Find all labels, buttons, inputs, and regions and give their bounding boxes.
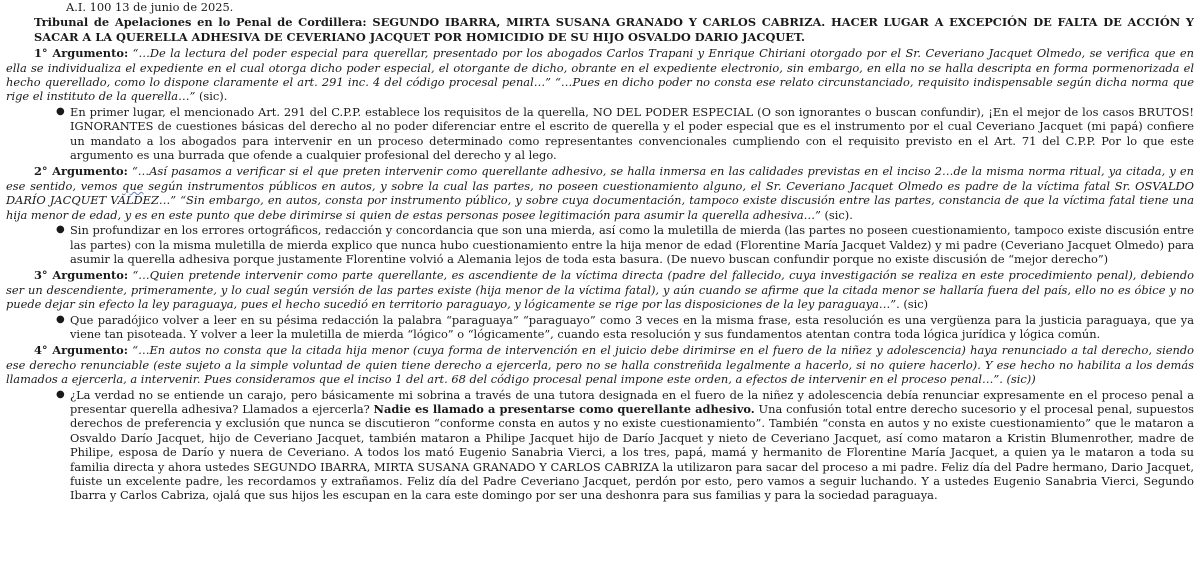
argument-label: 3° Argumento:	[34, 268, 129, 283]
response-4	[6, 388, 1194, 503]
response-3	[6, 313, 1194, 342]
argument-quote: “…De la lectura del poder especial para querellar, presentado por los abogados Carlos Trapani y Enrique Chiriani otorgado por el Sr. Ceveriano Jacquet Olmedo, se verifica que en ella se individualiza el expediente en el cual otorga dicho poder especial, el otorgante de dicho, obrante en el expediente electronio, sin embargo, en ella no se halla descripta en forma pormenorizada el hecho querellado, como lo dispone claramente el art. 291 inc. 4 del código procesal penal…” “…Pues en dicho poder no consta ese relato circunstanciado, requisito indispensable según dicha norma que rige el instituto de la querella…”	[6, 46, 1194, 104]
response-text: Que paradójico volver a leer en su pésima redacción la palabra “paraguaya” “paraguayo” como 3 veces en la misma frase, esta resolución es una vergüenza para la justicia paraguaya, que ya viene tan pisoteada. Y volver a leer la muletilla de mierda “lógico” o “lógicamente”, cuando esta resolución y sus fundamentos atentan contra toda lógica jurídica y lógica común.	[70, 312, 1194, 341]
document-title: Tribunal de Apelaciones en lo Penal de Cordillera: SEGUNDO IBARRA, MIRTA SUSANA GRANADO Y CARLOS CABRIZA. HACER LUGAR A EXCEPCIÓN DE FALTA DE ACCIÓN Y SACAR A LA QUERELLA ADHESIVA DE CEVERIANO JACQUET POR HOMICIDIO DE SU HIJO OSVALDO DARIO JACQUET.	[34, 15, 1194, 44]
response-2	[6, 223, 1194, 266]
dateline: A.I. 100 13 de junio de 2025.	[66, 0, 234, 14]
argument-sic: (sic)	[903, 297, 929, 312]
argument-2	[6, 164, 1194, 222]
response-text: En primer lugar, el mencionado Art. 291 del C.P.P. establece los requisitos de la querella, NO DEL PODER ESPECIAL (O son ignorantes o buscan confundir), ¡En el mejor de los casos BRUTOS! IGNORANTES de cuestiones básicas del derecho al no poder diferenciar entre el escrito de querella y el poder especial que es el instrumento por el cual Ceveriano Jacquet (mi papá) confiere un mandato a los abogados para intervenir en un proceso determinado como representantes convencionales cumpliendo con el requisito previsto en el Art. 71 del C.P.P. Por lo que este argumento es una burrada que ofende a cualquier profesional del derecho y al lego.	[70, 104, 1194, 163]
bullet-icon: ●	[56, 313, 65, 325]
argument-3	[6, 268, 1194, 311]
argument-quote-part-b: según instrumentos públicos en autos, y sobre la cual las partes, no poseen cuestionamiento alguno, el Sr. Ceveriano Jacquet Olmedo es padre de la víctima fatal Sr. OSVALDO DARÍO JACQUET VALDEZ…” “Sin embargo, en autos, consta por instrumento público, y sobre cuya documentación, tampoco existe discusión entre las partes, constancia de que la víctima fatal tiene una hija menor de edad, y es en este punto que debe dirimirse si quien de estas personas posee legitimación para asumir la querella adhesiva…”	[6, 178, 1195, 222]
argument-label: 1° Argumento:	[34, 46, 129, 61]
response-bold-statement: Nadie es llamado a presentarse como querellante adhesivo.	[373, 401, 755, 416]
argument-label: 4° Argumento:	[34, 343, 128, 358]
argument-quote-underlined-word: que	[122, 178, 144, 193]
bullet-icon: ●	[56, 224, 65, 236]
argument-quote: “…Quien pretende intervenir como parte querellante, es ascendiente de la víctima directa (padre del fallecido, cuya investigación se realiza en este procedimiento penal), debiendo ser un descendiente, primeramente, y lo cual según versión de las partes existe (hija menor de la víctima fatal), y aún cuando se afirme que la citada menor se hallaría fuera del país, ello no es óbice y no puede dejar sin efecto la ley paraguaya, pues el hecho sucedió en territorio paraguayo, y lógicamente se rige por las disposiciones de la ley paraguaya…”.	[6, 268, 1194, 312]
bullet-icon: ●	[56, 105, 65, 117]
argument-1	[6, 46, 1194, 104]
response-text-part-a: ¿La verdad no se entiende un carajo, pero básicamente mi sobrina a través de una tutora designada en el fuero de la niñez y adolescencia debía renunciar expresamente en el proceso penal a presentar querella adhesiva? Llamados a ejercerla?	[70, 387, 1194, 416]
response-text: Sin profundizar en los errores ortográficos, redacción y concordancia que son una mierda, así como la muletilla de mierda (las partes no poseen cuestionamiento, tampoco existe discusión entre las partes) con la misma muletilla de mierda explico que nunca hubo cuestionamiento entre la hija menor de edad (Florentine María Jacquet Valdez) y mi padre (Ceveriano Jacquet Olmedo) para asumir la querella adhesiva porque justamente Florentine volvió a Alemania lejos de toda esta basura. (De nuevo buscan confundir porque no existe discusión de “mejor derecho”)	[70, 223, 1194, 266]
argument-label: 2° Argumento:	[34, 164, 128, 179]
response-1	[6, 105, 1194, 163]
argument-sic: (sic).	[824, 207, 853, 222]
bullet-icon: ●	[56, 388, 65, 400]
argument-quote: “…En autos no consta que la citada hija menor (cuya forma de intervención en el juicio debe dirimirse en el fuero de la niñez y adolescencia) haya renunciado a tal derecho, siendo ese derecho renunciable (este sujeto a la simple voluntad de quien tiene derecho a ejercerla, pero no se halla constreñida legalmente a hacerlo, si no quiere hacerlo). Y ese hecho no habilita a los demás llamados a ejercerla, a intervenir. Pues consideramos que el inciso 1 del art. 68 del código procesal penal impone este orden, a efectos de intervenir en el proceso penal…”. (sic))	[6, 343, 1194, 387]
argument-sic: (sic).	[198, 89, 228, 104]
argument-quote-part-a: “…Así pasamos a verificar si el que preten intervenir como querellante adhesivo, se halla inmersa en las calidades previstas en el inciso 2…de la misma norma ritual, ya citada, y en ese sentido, vemos	[6, 164, 1194, 193]
argument-4	[6, 343, 1194, 386]
response-text-part-b: Una confusión total entre derecho sucesorio y el procesal penal, supuestos derechos de preferencia y exclusión que nunca se discutieron “conforme consta en autos y no existe cuestionamiento”. También “consta en autos y no existe cuestionamiento” que le mataron a Osvaldo Darío Jacquet, hijo de Ceveriano Jacquet, también mataron a Philipe Jacquet hijo de Darío Jacquet y nieto de Ceveriano Jacquet, así como mataron a Kristin Blumenrother, madre de Philipe, esposa de Darío y nuera de Ceveriano. A todos los mató Eugenio Sanabria Vierci, a los tres, papá, mamá y hermanito de Florentine María Jacquet, a quien ya le mataron a toda su familia directa y ahora ustedes SEGUNDO IBARRA, MIRTA SUSANA GRANADO Y CARLOS CABRIZA la utilizaron para sacar del proceso a mi padre. Feliz día del Padre hermano, Dario Jacquet, fuiste un excelente padre, les recordamos y extrañamos. Feliz día del Padre Ceveriano Jacquet, perdón por esto, pero vamos a seguir luchando. Y a ustedes Eugenio Sanabria Vierci, Segundo Ibarra y Carlos Cabriza, ojalá que sus hijos les escupan en la cara este domingo por ser una deshonra para sus familias y para la sociedad paraguaya.	[70, 401, 1194, 503]
